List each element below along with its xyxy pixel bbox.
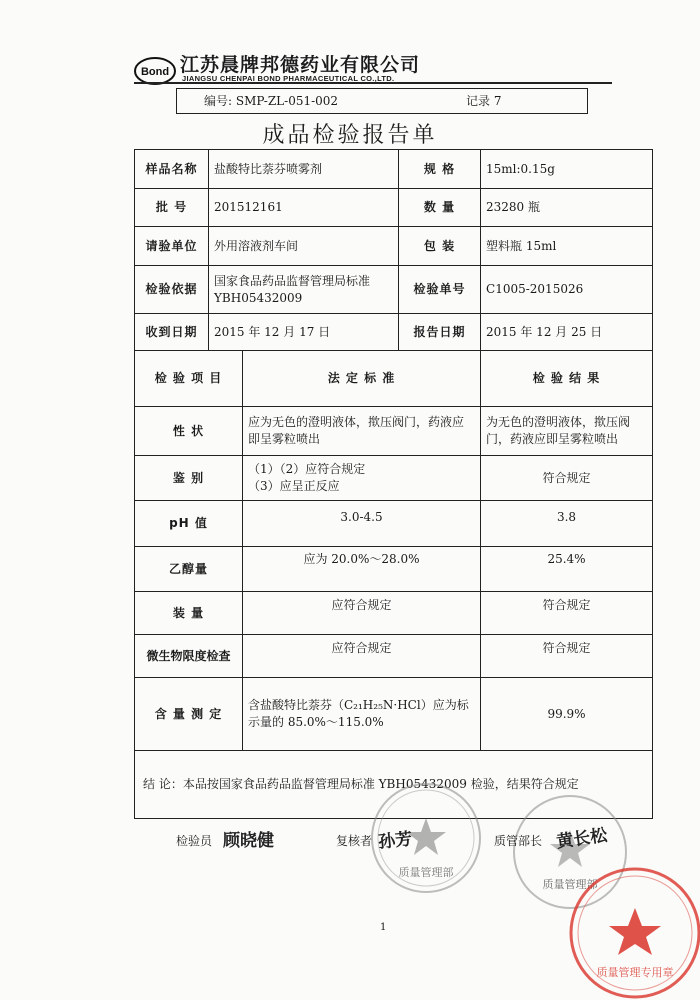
document-number: 编号: SMP-ZL-051-002: [204, 94, 339, 108]
test-result: 3.8: [481, 501, 653, 547]
info-value: 23280 瓶: [481, 189, 653, 227]
test-item: 乙醇量: [135, 547, 243, 592]
info-row: [135, 189, 653, 227]
test-item: pH 值: [135, 501, 243, 547]
test-standard: 应为 20.0%～28.0%: [243, 547, 481, 592]
report-table: [134, 149, 653, 819]
company-name-en: JIANGSU CHENPAI BOND PHARMACEUTICAL CO.,LTD.: [182, 74, 395, 83]
info-value: 2015 年 12 月 25 日: [481, 314, 653, 351]
reviewer-signature: 孙芳: [377, 829, 414, 853]
test-item: 微生物限度检查: [135, 635, 243, 678]
info-label: 检验单号: [399, 266, 481, 314]
test-standard: 应符合规定: [243, 592, 481, 635]
page-title: 成品检验报告单: [262, 123, 438, 148]
test-row: [135, 635, 653, 678]
qa-manager-signature: 黄长松: [555, 825, 609, 853]
tests-header-item: 检 验 项 目: [135, 351, 243, 407]
test-item: 装 量: [135, 592, 243, 635]
reviewer-label: 复核者: [336, 834, 373, 848]
tests-header-row: [135, 351, 653, 407]
test-result: 符合规定: [481, 592, 653, 635]
header-divider: [134, 82, 612, 84]
info-value: C1005-2015026: [481, 266, 653, 314]
test-item: 含 量 测 定: [135, 678, 243, 751]
test-item: 鉴 别: [135, 456, 243, 501]
info-value: 外用溶液剂车间: [209, 227, 399, 266]
info-value: 2015 年 12 月 17 日: [209, 314, 399, 351]
inspector-signature: 顾晓健: [223, 831, 274, 851]
test-standard: 应符合规定: [243, 635, 481, 678]
info-label: 检验依据: [135, 266, 209, 314]
info-row: [135, 150, 653, 189]
test-result: 符合规定: [481, 456, 653, 501]
qa-stamp-text: 质量管理部: [542, 878, 598, 891]
test-result: 99.9%: [481, 678, 653, 751]
info-row: [135, 314, 653, 351]
test-result: 为无色的澄明液体，揿压阀门，药液应即呈雾粒喷出: [481, 407, 653, 456]
test-row: [135, 456, 653, 501]
reviewer-stamp-text: 质量管理部: [398, 866, 454, 879]
info-row: [135, 227, 653, 266]
test-row: [135, 547, 653, 592]
tests-header-result: 检 验 结 果: [481, 351, 653, 407]
red-seal-text: 质量管理专用章: [596, 966, 674, 979]
qa-manager-label: 质管部长: [494, 834, 543, 848]
info-value: 盐酸特比萘芬喷雾剂: [209, 150, 399, 189]
test-standard: （1）（2）应符合规定 （3）应呈正反应: [243, 456, 481, 501]
logo-text: Bond: [140, 66, 170, 78]
test-item: 性 状: [135, 407, 243, 456]
test-row: [135, 501, 653, 547]
info-label: 请验单位: [135, 227, 209, 266]
info-value: 201512161: [209, 189, 399, 227]
info-label: 样品名称: [135, 150, 209, 189]
company-name-cn: 江苏晨牌邦德药业有限公司: [180, 54, 421, 76]
test-result: 符合规定: [481, 635, 653, 678]
test-standard: 含盐酸特比萘芬（C₂₁H₂₅N·HCl）应为标示量的 85.0%～115.0%: [243, 678, 481, 751]
page-number: 1: [380, 922, 387, 933]
test-row: [135, 407, 653, 456]
red-official-seal: [560, 858, 700, 1000]
test-result: 25.4%: [481, 547, 653, 592]
info-label: 包 装: [399, 227, 481, 266]
reviewer-stamp: [354, 780, 504, 900]
test-row: [135, 592, 653, 635]
info-row: [135, 266, 653, 314]
record-number: 记录 7: [466, 94, 502, 108]
inspector-label: 检验员: [176, 834, 213, 848]
info-value: 塑料瓶 15ml: [481, 227, 653, 266]
info-value: 15ml:0.15g: [481, 150, 653, 189]
test-row: [135, 678, 653, 751]
info-label: 收到日期: [135, 314, 209, 351]
conclusion-text: 结 论：本品按国家食品药品监督管理局标准 YBH05432009 检验，结果符合规定: [135, 751, 653, 819]
info-label: 报告日期: [399, 314, 481, 351]
tests-header-standard: 法 定 标 准: [243, 351, 481, 407]
info-label: 批 号: [135, 189, 209, 227]
test-standard: 3.0-4.5: [243, 501, 481, 547]
test-standard: 应为无色的澄明液体，揿压阀门，药液应即呈雾粒喷出: [243, 407, 481, 456]
info-label: 规 格: [399, 150, 481, 189]
info-value: 国家食品药品监督管理局标准 YBH05432009: [209, 266, 399, 314]
info-label: 数 量: [399, 189, 481, 227]
